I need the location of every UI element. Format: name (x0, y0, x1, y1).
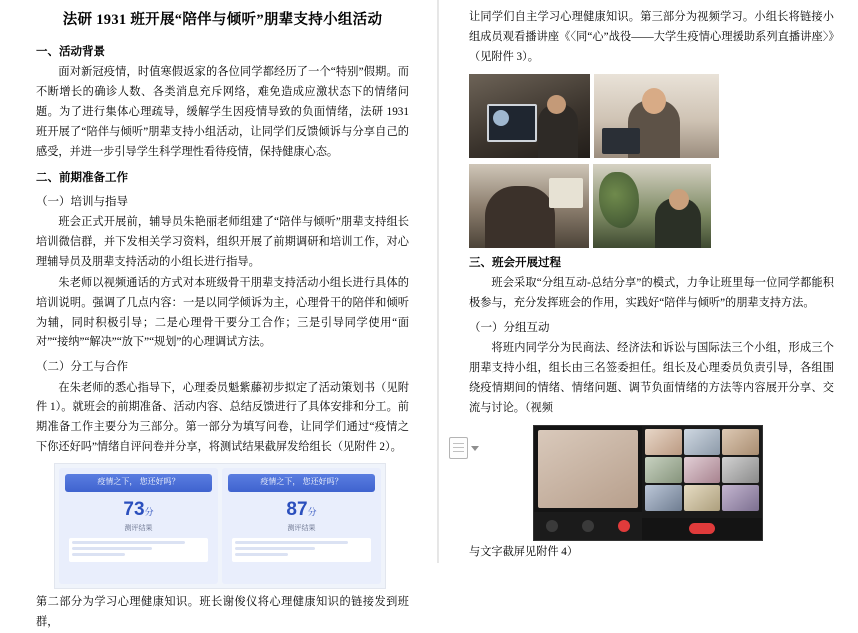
questionnaire-card-1 (59, 468, 218, 584)
placeholder-line (235, 541, 349, 544)
photo-figure-head (547, 95, 566, 114)
questionnaire-lines-1 (69, 538, 209, 562)
placeholder-line (235, 553, 289, 556)
hangup-icon (618, 520, 630, 532)
right-page-column (439, 0, 858, 563)
figure-questionnaire-results (54, 463, 386, 589)
call-main-panel (534, 426, 642, 540)
heading-training-guidance: （一）培训与指导 (36, 195, 128, 208)
heading-preparation-work: 二、前期准备工作 (36, 171, 128, 184)
heading-group-interaction: （一）分组互动 (469, 321, 550, 334)
heading-meeting-process: 三、班会开展过程 (469, 256, 561, 269)
questionnaire-card-2 (222, 468, 381, 584)
score-value-1: 73 (123, 499, 145, 521)
score-unit-1: 分 (144, 507, 154, 518)
paragraph-division-1: 在朱老师的悉心指导下，心理委员魁紫藤初步拟定了活动策划书（见附件 1）。就班会的前期准备、活动内容、总结反馈进行了具体安排和分工。前期准备工作主要分为三部分。第一部分为填写问卷，让同学们通过“疫情之下你还好吗”情绪自评问卷并分享，将测试结果截屏发给组长（见附件 2）。 (36, 381, 409, 454)
participant-tile (722, 485, 759, 511)
participant-tile (684, 457, 721, 483)
heading-division-cooperation: （二）分工与合作 (36, 361, 128, 374)
questionnaire-score-1 (123, 499, 153, 521)
photo-row-top (469, 74, 834, 158)
score-value-2: 87 (286, 499, 308, 521)
questionnaire-score-2 (286, 499, 316, 521)
page-title: 法研 1931 班开展“陪伴与倾听”朋辈支持小组活动 (62, 12, 383, 28)
doc-line (453, 443, 464, 444)
hangup-button-icon (689, 523, 715, 534)
microphone-icon (546, 520, 558, 532)
chevron-down-icon[interactable] (471, 446, 479, 451)
participant-tile (645, 485, 682, 511)
paragraph-left-closing: 第二部分为学习心理健康知识。班长谢俊仪将心理健康知识的链接发到班群， (36, 596, 409, 629)
questionnaire-banner-1: 疫情之下， 您还好吗？ (65, 474, 211, 492)
questionnaire-lines-2 (232, 538, 372, 562)
photo-figure-shape (485, 186, 555, 248)
photo-plants-and-laptop (593, 164, 711, 248)
participant-tile (722, 457, 759, 483)
camera-icon (582, 520, 594, 532)
placeholder-line (235, 547, 315, 550)
questionnaire-banner-2: 疫情之下， 您还好吗？ (228, 474, 374, 492)
heading-activity-background: 一、活动背景 (36, 45, 105, 58)
paragraph-activity-background: 面对新冠疫情，时值寒假返家的各位同学都经历了一个“特别”假期。而不断增长的确诊人数、各类消息充斥网络，难免造成应激状态下的情绪问题。为了进行集体心理疏导，缓解学生因疫情导致的负面情绪，法研 1931 班开展了“陪伴与倾听”朋辈支持小组活动，让同学们反馈倾诉与分享自己的感受，并进一步引导学生科学理性看待疫情，保持健康心态。 (36, 65, 409, 158)
photo-student-video-call (469, 74, 590, 158)
questionnaire-sub-2: 测评结果 (287, 525, 316, 533)
video-call-screenshot (533, 425, 763, 541)
participant-tile (684, 485, 721, 511)
call-control-bar (534, 512, 642, 540)
call-main-video (538, 430, 638, 508)
placeholder-line (72, 541, 186, 544)
paragraph-right-top: 让同学们自主学习心理健康知识。第三部分为视频学习。小组长将链接小组成员观看播讲座《〈同“心”战役——大学生疫情心理援助系列直播讲座〉》（见附件 3）。 (469, 11, 834, 63)
participant-tile (722, 429, 759, 455)
score-unit-2: 分 (307, 507, 317, 518)
photo-figure-head (669, 189, 689, 210)
questionnaire-sub-1: 测评结果 (124, 525, 153, 533)
paragraph-training-2: 朱老师以视频通话的方式对本班级骨干朋辈支持活动小组长进行具体的培训说明。强调了几点内容：一是以同学倾诉为主，心理骨干的陪伴和倾听为辅，同时积极引导；二是心理骨干要分工合作；三是引导同学使用“面对”“接纳”“解决”“放下”“规划”的心理调试方法。 (36, 276, 409, 349)
paragraph-call-caption: 与文字截屏见附件 4） (469, 545, 579, 558)
participant-tile (645, 429, 682, 455)
document-nav-widget[interactable] (449, 437, 479, 459)
placeholder-line (72, 553, 126, 556)
photo-girl-watching-screen (469, 164, 589, 248)
paragraph-group-interaction: 将班内同学分为民商法、经济法和诉讼与国际法三个小组，形成三个朋辈支持小组，组长由三名签委担任。组长及心理委员负责引导，各组围绕疫情期间的情绪、情绪问题、调节负面情绪的方法等内容展开分享、交流与讨论。（视频 (469, 341, 834, 414)
paragraph-training-1: 班会正式开展前，辅导员朱艳丽老师组建了“陪伴与倾听”朋辈支持组长培训微信群，并下发相关学习资料，组织开展了前期调研和培训工作，对心理辅导员及朋辈支持活动的小组长进行指导。 (36, 215, 409, 268)
photo-woman-at-laptop (594, 74, 719, 158)
call-hangup-bar (642, 518, 762, 540)
doc-line (453, 447, 464, 448)
document-icon[interactable] (449, 437, 468, 459)
photo-row-bottom (469, 164, 834, 248)
photo-figure-head (642, 88, 666, 114)
placeholder-line (72, 547, 152, 550)
participant-tile (645, 457, 682, 483)
participant-tile (684, 429, 721, 455)
doc-line (453, 451, 464, 452)
paragraph-meeting-process: 班会采取“分组互动-总结分享”的模式，力争让班里每一位同学都能积极参与，充分发挥班会的作用，实践好“陪伴与倾听”的朋辈支持方法。 (469, 276, 834, 309)
